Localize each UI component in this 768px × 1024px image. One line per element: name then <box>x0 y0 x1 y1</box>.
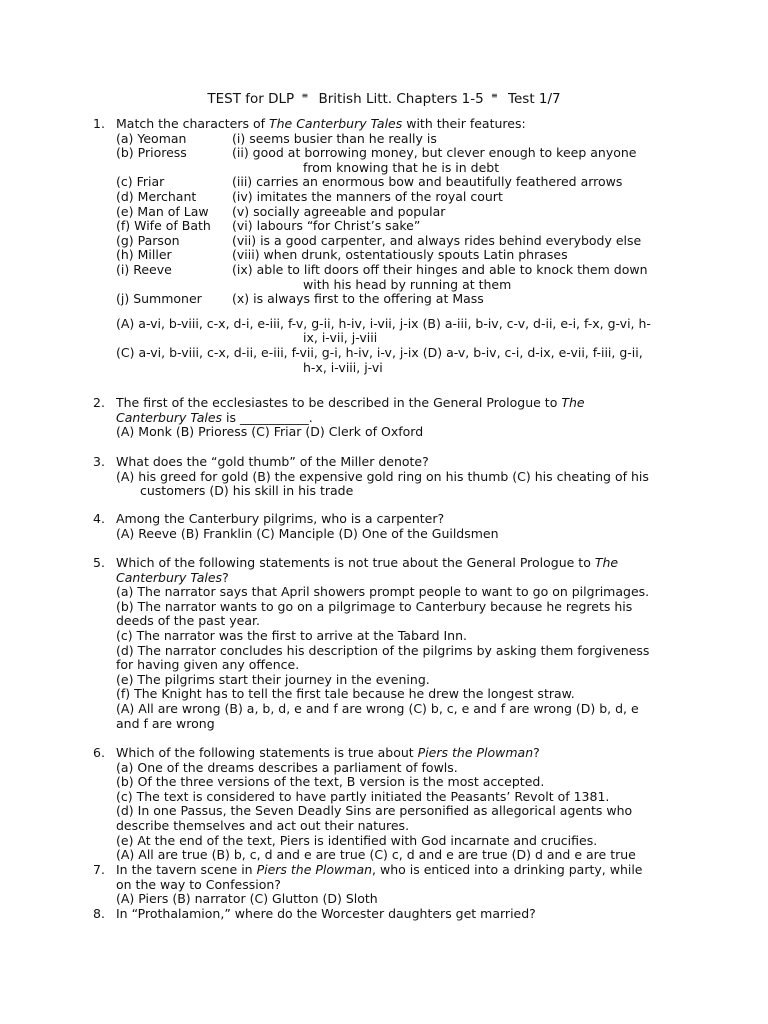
question-text: Which of the following statements is true about Piers the Plowman? <box>116 745 540 760</box>
question-number: 6. <box>93 745 105 760</box>
question-body <box>116 512 683 541</box>
question-body <box>116 746 683 863</box>
answer-options <box>116 317 683 375</box>
statement: (e) At the end of the text, Piers is identified with God incarnate and crucifies. <box>116 832 598 848</box>
title-text: TEST for DLP <box>207 91 295 107</box>
question-text: The first of the ecclesiastes to be described in the General Prologue to The <box>116 395 585 410</box>
matching-row <box>116 190 683 205</box>
question-text: In “Prothalamion,” where do the Worcester daughters get married? <box>116 906 536 921</box>
statement: (c) The narrator was the first to arrive at the Tabard Inn. <box>116 627 467 643</box>
answer-option-line: ix, i-vii, j-viii <box>303 330 378 346</box>
matching-row <box>116 132 683 147</box>
character-name: (a) Yeoman <box>116 130 187 146</box>
answer-options: (A) Monk (B) Prioress (C) Friar (D) Clerk of Oxford <box>116 424 424 440</box>
character-feature-continuation: from knowing that he is in debt <box>303 159 500 175</box>
title-separator: ≡ <box>491 91 498 100</box>
character-name: (b) Prioress <box>116 145 187 161</box>
statement: (a) The narrator says that April showers prompt people to want to go on pilgrimages. <box>116 584 650 600</box>
character-name: (f) Wife of Bath <box>116 218 211 234</box>
question-number: 2. <box>93 395 105 410</box>
character-feature: (vi) labours “for Christ’s sake” <box>232 218 421 234</box>
question-text: Among the Canterbury pilgrims, who is a carpenter? <box>116 511 445 526</box>
character-feature: (x) is always first to the offering at Mass <box>232 291 484 307</box>
character-name: (d) Merchant <box>116 188 197 204</box>
character-feature: (ii) good at borrowing money, but clever enough to keep anyone <box>232 145 637 161</box>
answer-option-line: (C) a-vi, b-viii, c-x, d-ii, e-iii, f-vii, g-i, h-iv, i-v, j-ix (D) a-v, b-iv, c-i, d-ix, e-vii, f-iii, g-ii, <box>116 344 643 360</box>
character-feature: (i) seems busier than he really is <box>232 130 437 146</box>
question-body <box>116 863 683 907</box>
question-body <box>116 556 683 731</box>
character-name: (g) Parson <box>116 232 180 248</box>
statement: for having given any offence. <box>116 657 300 673</box>
question-text: What does the “gold thumb” of the Miller denote? <box>116 454 429 469</box>
answer-options: (A) All are wrong (B) a, b, d, e and f are wrong (C) b, c, e and f are wrong (D) b, d, e <box>116 700 639 716</box>
statement: deeds of the past year. <box>116 613 260 629</box>
statement: (a) One of the dreams describes a parliament of fowls. <box>116 759 458 775</box>
answer-options: customers (D) his skill in his trade <box>140 483 354 499</box>
matching-row <box>116 292 683 307</box>
question-text: In the tavern scene in Piers the Plowman, who is enticed into a drinking party, while <box>116 862 643 877</box>
matching-row <box>116 263 683 278</box>
statement: (f) The Knight has to tell the first tale because he drew the longest straw. <box>116 686 575 702</box>
matching-row <box>116 205 683 220</box>
statement: (b) The narrator wants to go on a pilgrimage to Canterbury because he regrets his <box>116 598 633 614</box>
statement: (b) Of the three versions of the text, B version is the most accepted. <box>116 774 545 790</box>
answer-option-line: h-x, i-viii, j-vi <box>303 359 383 375</box>
answer-options: (A) Reeve (B) Franklin (C) Manciple (D) One of the Guildsmen <box>116 525 499 541</box>
statement: describe themselves and act out their natures. <box>116 817 410 833</box>
question-number: 8. <box>93 906 105 921</box>
character-name: (e) Man of Law <box>116 203 209 219</box>
character-feature-continuation: with his head by running at them <box>303 276 512 292</box>
question-number: 4. <box>93 511 105 526</box>
answer-options: (A) Piers (B) narrator (C) Glutton (D) Sloth <box>116 891 378 907</box>
question-text: on the way to Confession? <box>116 876 281 892</box>
matching-row <box>116 248 683 263</box>
question-number: 3. <box>93 454 105 469</box>
answer-option-line: (A) a-vi, b-viii, c-x, d-i, e-iii, f-v, g-ii, h-iv, i-vii, j-ix (B) a-iii, b-iv, c-v, d-ii, e-i, f-x, g-vi, h- <box>116 315 651 331</box>
character-feature: (iii) carries an enormous bow and beautifully feathered arrows <box>232 174 623 190</box>
answer-options: and f are wrong <box>116 715 215 731</box>
character-feature: (iv) imitates the manners of the royal court <box>232 188 503 204</box>
character-feature: (viii) when drunk, ostentatiously spouts Latin phrases <box>232 247 568 263</box>
answer-options: (A) All are true (B) b, c, d and e are true (C) c, d and e are true (D) d and e are true <box>116 847 636 863</box>
statement: (e) The pilgrims start their journey in the evening. <box>116 671 430 687</box>
character-feature: (vii) is a good carpenter, and always rides behind everybody else <box>232 232 642 248</box>
answer-options: (A) his greed for gold (B) the expensive gold ring on his thumb (C) his cheating of his <box>116 468 649 484</box>
statement: (c) The text is considered to have partly initiated the Peasants’ Revolt of 1381. <box>116 788 610 804</box>
question-text: Which of the following statements is not true about the General Prologue to The <box>116 555 619 570</box>
matching-row <box>116 219 683 234</box>
matching-row <box>116 234 683 249</box>
question-text: Canterbury Tales is ___________. <box>116 409 313 425</box>
character-name: (i) Reeve <box>116 261 172 277</box>
title-separator: ≡ <box>301 91 309 100</box>
question-text: Match the characters of The Canterbury Tales with their features: <box>116 116 526 131</box>
character-name: (h) Miller <box>116 247 172 263</box>
statement: (d) In one Passus, the Seven Deadly Sins are personified as allegorical agents who <box>116 803 633 819</box>
question-body <box>116 117 683 375</box>
question-text: Canterbury Tales? <box>116 569 229 585</box>
character-feature: (v) socially agreeable and popular <box>232 203 446 219</box>
question-body <box>116 455 683 499</box>
question-number: 5. <box>93 555 105 570</box>
title-subject: British Litt. Chapters 1-5 <box>318 91 484 107</box>
character-feature: (ix) able to lift doors off their hinges and able to knock them down <box>232 261 648 277</box>
matching-table <box>116 132 683 307</box>
character-name: (j) Summoner <box>116 291 202 307</box>
question-body <box>116 907 683 922</box>
question-number: 7. <box>93 862 105 877</box>
matching-row <box>116 175 683 190</box>
question-number: 1. <box>93 116 105 131</box>
title-test-number: Test 1/7 <box>508 91 561 107</box>
page-title <box>0 88 768 107</box>
question-body <box>116 396 683 440</box>
matching-row <box>116 146 683 161</box>
statement: (d) The narrator concludes his description of the pilgrims by asking them forgiveness <box>116 642 650 658</box>
character-name: (c) Friar <box>116 174 165 190</box>
